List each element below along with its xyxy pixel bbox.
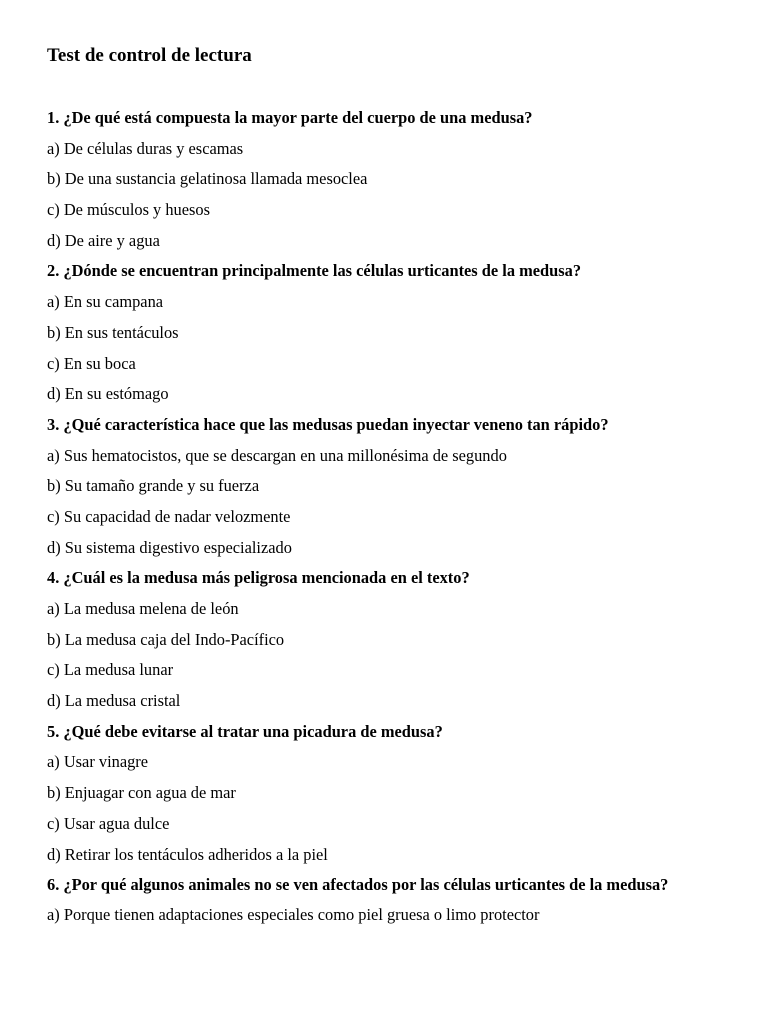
question-5: 5. ¿Qué debe evitarse al tratar una picadura de medusa?: [47, 721, 443, 741]
question-4: 4. ¿Cuál es la medusa más peligrosa mencionada en el texto?: [47, 568, 470, 588]
question-1: 1. ¿De qué está compuesta la mayor parte del cuerpo de una medusa?: [47, 108, 533, 127]
question-5-option-a: a) Usar vinagre: [47, 752, 149, 772]
question-1-option-a: a) De células duras y escamas: [47, 138, 244, 158]
question-1-option-b: b) De una sustancia gelatinosa llamada mesoclea: [47, 169, 368, 189]
question-4-option-b: b) La medusa caja del Indo-Pacífico: [47, 629, 285, 649]
question-2-option-b: b) En sus tentáculos: [47, 322, 179, 342]
question-6-option-a: a) Porque tienen adaptaciones especiales como piel gruesa o limo protector: [47, 905, 540, 925]
question-3-option-d: d) Su sistema digestivo especializado: [47, 537, 292, 557]
question-2-option-d: d) En su estómago: [47, 384, 169, 404]
question-1-option-d: d) De aire y agua: [47, 230, 160, 250]
question-4-option-d: d) La medusa cristal: [47, 691, 181, 711]
question-2-option-c: c) En su boca: [47, 353, 136, 373]
question-3: 3. ¿Qué característica hace que las medusas puedan inyectar veneno tan rápido?: [47, 414, 609, 434]
question-1-option-c: c) De músculos y huesos: [47, 200, 210, 220]
question-4-option-c: c) La medusa lunar: [47, 660, 174, 680]
question-6: 6. ¿Por qué algunos animales no se ven afectados por las células urticantes de la medusa?: [47, 875, 669, 895]
question-2-option-a: a) En su campana: [47, 292, 164, 312]
question-4-option-a: a) La medusa melena de león: [47, 599, 239, 618]
question-2: 2. ¿Dónde se encuentran principalmente las células urticantes de la medusa?: [47, 261, 582, 281]
question-5-option-c: c) Usar agua dulce: [47, 813, 170, 833]
question-list: [47, 107, 721, 935]
question-5-option-b: b) Enjuagar con agua de mar: [47, 783, 236, 803]
question-3-option-b: b) Su tamaño grande y su fuerza: [47, 476, 260, 496]
question-3-option-c: c) Su capacidad de nadar velozmente: [47, 506, 291, 526]
question-5-option-d: d) Retirar los tentáculos adheridos a la piel: [47, 844, 328, 864]
question-3-option-a: a) Sus hematocistos, que se descargan en una millonésima de segundo: [47, 445, 507, 465]
document-title: Test de control de lectura: [47, 45, 252, 66]
